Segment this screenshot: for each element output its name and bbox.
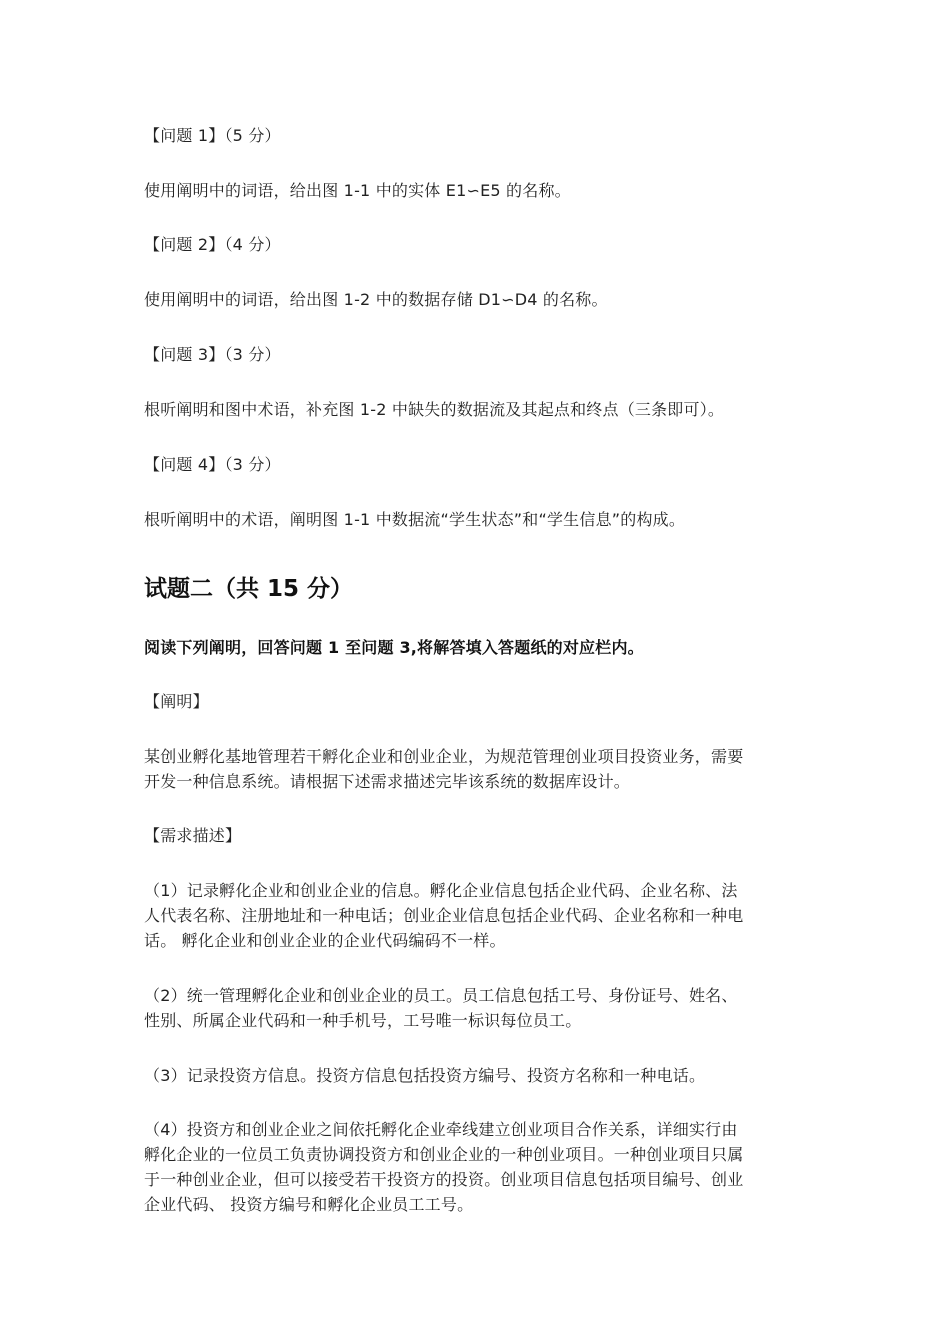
question-3-text: 根听阐明和图中术语，补充图 1-2 中缺失的数据流及其起点和终点（三条即可）。 <box>144 400 725 419</box>
section-2-title: 试题二（共 15 分） <box>144 576 354 602</box>
requirement-4-line-2: 孵化企业的一位员工负责协调投资方和创业企业的一种创业项目。一种创业项目只属 <box>144 1145 744 1164</box>
requirement-4-line-1: （4）投资方和创业企业之间依托孵化企业牵线建立创业项目合作关系，详细实行由 <box>144 1120 738 1139</box>
requirement-label: 【需求描述】 <box>144 826 242 845</box>
intro-line-1: 某创业孵化基地管理若干孵化企业和创业企业，为规范管理创业项目投资业务，需要 <box>144 747 744 766</box>
explain-label: 【阐明】 <box>144 692 209 711</box>
requirement-1-line-1: （1）记录孵化企业和创业企业的信息。孵化企业信息包括企业代码、企业名称、法 <box>144 881 738 900</box>
requirement-3-line-1: （3）记录投资方信息。投资方信息包括投资方编号、投资方名称和一种电话。 <box>144 1066 706 1085</box>
question-1-heading: 【问题 1】（5 分） <box>144 126 281 145</box>
requirement-2-line-1: （2）统一管理孵化企业和创业企业的员工。员工信息包括工号、身份证号、姓名、 <box>144 986 738 1005</box>
intro-line-2: 开发一种信息系统。请根据下述需求描述完毕该系统的数据库设计。 <box>144 772 631 791</box>
question-4-heading: 【问题 4】（3 分） <box>144 455 281 474</box>
requirement-2-line-2: 性别、所属企业代码和一种手机号，工号唯一标识每位员工。 <box>144 1011 582 1030</box>
question-4-text: 根听阐明中的术语，阐明图 1-1 中数据流“学生状态”和“学生信息”的构成。 <box>144 510 686 529</box>
requirement-1-line-3: 话。 孵化企业和创业企业的企业代码编码不一样。 <box>144 931 506 950</box>
question-2-heading: 【问题 2】（4 分） <box>144 235 281 254</box>
question-2-text: 使用阐明中的词语，给出图 1-2 中的数据存储 D1∽D4 的名称。 <box>144 290 608 309</box>
requirement-4-line-3: 于一种创业企业，但可以接受若干投资方的投资。创业项目信息包括项目编号、创业 <box>144 1170 744 1189</box>
question-1-text: 使用阐明中的词语，给出图 1-1 中的实体 E1∽E5 的名称。 <box>144 181 571 200</box>
question-3-heading: 【问题 3】（3 分） <box>144 345 281 364</box>
requirement-1-line-2: 人代表名称、注册地址和一种电话；创业企业信息包括企业代码、企业名称和一种电 <box>144 906 744 925</box>
requirement-4-line-4: 企业代码、 投资方编号和孵化企业员工工号。 <box>144 1195 474 1214</box>
section-2-instruction: 阅读下列阐明，回答问题 1 至问题 3,将解答填入答题纸的对应栏内。 <box>144 638 644 657</box>
